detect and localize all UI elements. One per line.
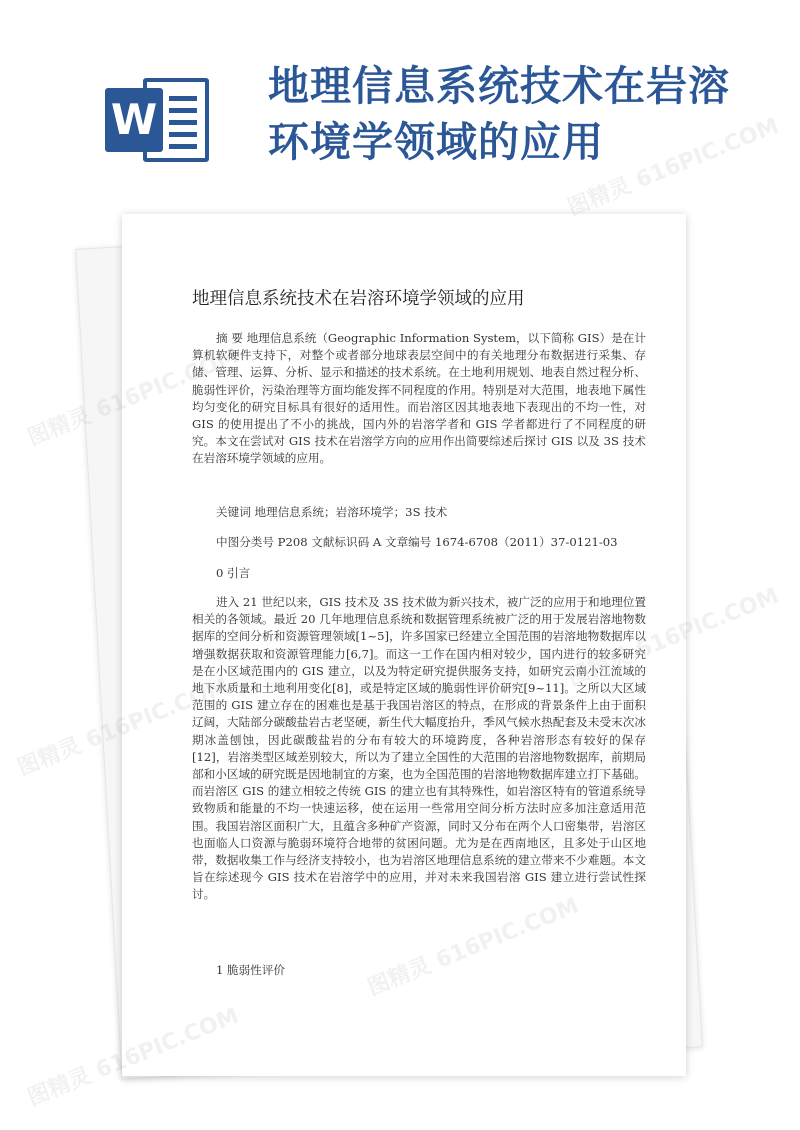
banner <box>0 0 800 200</box>
keywords-line: 关键词 地理信息系统；岩溶环境学；3S 技术 <box>216 505 448 519</box>
watermark: 图精灵 <box>24 1063 95 1112</box>
section-heading-introduction: 0 引言 <box>216 566 251 580</box>
watermark: 图精灵 <box>24 403 95 452</box>
abstract-paragraph: 摘 要 地理信息系统（Geographic Information System，以下简称 GIS）是在计算机软硬件支持下，对整个或者部分地球表层空间中的有关地理分布数据进行采集、存储、管理、运算、分析、显示和描述的技术系统。在土地利用规划、地表自然过程分析、脆弱性评价，污染治理等方面均能发挥不同程度的作用。特别是对大范围，地表地下属性均匀变化的研究目标具有很好的适用性。而岩溶区因其地表地下表现出的不均一性，对 GIS 的使用提出了不小的挑战，国内外的岩溶学者和 GIS 学者都进行了不同程度的研究。本文在尝试对 GIS 技术在岩溶学方向的应用作出简要综述后探讨 GIS 以及 3S 技术在岩溶环境学领域的应用。 <box>192 331 646 466</box>
document-title: 地理信息系统技术在岩溶环境学领域的应用 <box>192 289 525 309</box>
watermark: 图精灵 <box>14 733 85 782</box>
introduction-paragraph: 进入 21 世纪以来，GIS 技术及 3S 技术做为新兴技术，被广泛的应用于和地理位置相关的各领域。最近 20 几年地理信息系统和数据管理系统被广泛的用于发展岩溶地物数据库的空间分析和资源管理领域[1~5]，许多国家已经建立全国范围的岩溶地物数据库以增强数据获取和资源管理能力[6,7]。而这一工作在国内相对较少，国内进行的较多研究是在小区域范围内的 GIS 建立，以及为特定研究提供服务支持，如研究云南小江流域的地下水质量和土地利用变化[8]，或是特定区域的脆弱性评价研究[9~11]。之所以大区域范围的 GIS 建立存在的困难也是基于我国岩溶区的特点，在形成的背景条件上由于面积辽阔，大陆部分碳酸盐岩古老坚硬，新生代大幅度抬升，季风气候水热配套及未受末次冰期冰盖刨蚀，因此碳酸盐岩的分布有较大的环境跨度，各种岩溶形态有较好的保存 [12]，岩溶类型区域差别较大，所以为了建立全国性的大范围的岩溶地物数据库，前期局部和小区域的研究既是因地制宜的方案，也为全国范围的岩溶地物数据库建立打下基础。而岩溶区 GIS 的建立相较之传统 GIS 的建立也有其特殊性，如岩溶区特有的管道系统导致物质和能量的不均一快速运移，使在运用一些常用空间分析方法时应多加注意适用范围。我国岩溶区面积广大，且蕴含多种矿产资源，同时又分布在两个人口密集带，岩溶区也面临人口资源与脆弱环境符合地带的贫困问题。尤为是在西南地区，且多处于山区地带，数据收集工作与经济支持较小，也为岩溶区地理信息系统的建立带来不少难题。本文旨在综述现今 GIS 技术在岩溶学中的应用，并对未来我国岩溶 GIS 建立进行尝试性探讨。 <box>192 595 646 902</box>
banner-title: 地理信息系统技术在岩溶环境学领域的应用 <box>268 62 730 166</box>
word-document-icon <box>105 70 215 170</box>
word-logo-letter: W <box>105 88 163 152</box>
classification-line: 中图分类号 P208 文献标识码 A 文章编号 1674-6708（2011）37-0121-03 <box>216 535 618 549</box>
document-page <box>122 214 686 1076</box>
section-heading-vulnerability: 1 脆弱性评价 <box>216 963 286 977</box>
watermark: 616PIC.COM <box>632 583 783 664</box>
